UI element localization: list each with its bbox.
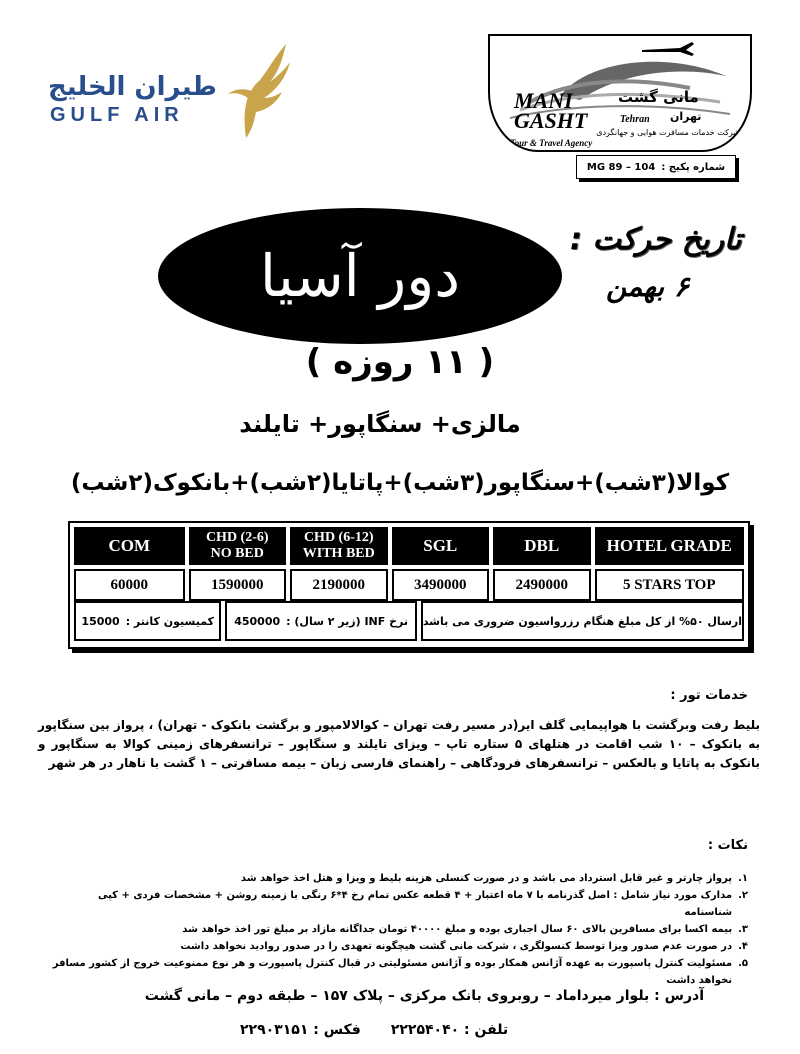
contact-numbers bbox=[240, 1022, 660, 1038]
value-chd-with-bed: 2190000 bbox=[290, 569, 388, 601]
notes-title: نکات : bbox=[707, 838, 748, 853]
package-label: شماره پکیج : bbox=[661, 161, 726, 173]
package-code: MG 89 – 104 bbox=[586, 161, 656, 173]
note-item bbox=[48, 870, 748, 887]
falcon-icon bbox=[216, 40, 290, 140]
value-sgl: 3490000 bbox=[392, 569, 490, 601]
value-com: 60000 bbox=[74, 569, 185, 601]
note-number: ۱. bbox=[738, 873, 748, 884]
notes-list bbox=[48, 870, 748, 989]
tour-title-ellipse bbox=[158, 208, 562, 344]
tour-duration: ( ۱۱ روزه ) bbox=[305, 342, 495, 382]
inf-price-value: 450000 bbox=[234, 614, 281, 628]
agency-address: آدرس : بلوار میرداماد – روبروی بانک مرکزی – پلاک ۱۵۷ – طبقه دوم – مانی گشت bbox=[144, 988, 704, 1004]
inf-price-cell bbox=[225, 601, 416, 641]
airplane-icon bbox=[640, 38, 696, 60]
note-text: پرواز چارتر و غیر قابل استرداد می باشد و در صورت کنسلی هزینه بلیط و ویزا و هتل اخذ خواهد شد bbox=[240, 873, 733, 884]
gulf-air-latin-name: GULF AIR bbox=[50, 104, 184, 126]
note-text: در صورت عدم صدور ویزا توسط کنسولگری ، شرکت مانی گشت هیچگونه تعهدی را در صدور روادید نخواهد داشت bbox=[180, 941, 733, 952]
agency-name-line2: GASHT bbox=[514, 108, 588, 133]
mani-gasht-logo bbox=[488, 34, 752, 152]
tour-title: دور آسیا bbox=[259, 242, 461, 310]
header-hotel-grade: HOTEL GRADE bbox=[595, 527, 745, 565]
departure-label: تاریخ حرکت : bbox=[570, 222, 742, 257]
services-title: خدمات تور : bbox=[670, 688, 748, 703]
header-chd-with-bed: CHD (6-12) WITH BED bbox=[290, 527, 388, 565]
price-table-header-row bbox=[74, 527, 744, 565]
agency-company-description: شرکت خدمات مسافرت هوایی و جهانگردی bbox=[596, 128, 740, 137]
fax-number: فکس : ۲۲۹۰۳۱۵۱ bbox=[240, 1022, 361, 1038]
gulf-air-arabic-name: طيران الخليج bbox=[48, 72, 217, 102]
note-item bbox=[48, 955, 748, 989]
value-dbl: 2490000 bbox=[493, 569, 591, 601]
gulf-air-logo bbox=[40, 40, 290, 140]
note-text: مدارک مورد نیاز شامل : اصل گذرنامه با ۷ ماه اعتبار + ۴ قطعه عکس تمام رخ ۴*۶ رنگی با زمینه روشن + مشخصات فردی + کپی شناسنامه bbox=[97, 890, 733, 918]
note-item bbox=[48, 938, 748, 955]
price-table-notes-row bbox=[74, 601, 744, 641]
note-text: مسئولیت کنترل پاسپورت به عهده آژانس همکار بوده و آژانس مسئولیتی در قبال کنترل پاسپورت و هر نوع ممنوعیت خروج از کشور مسافر نخواهد داشت bbox=[52, 958, 733, 986]
header-dbl: DBL bbox=[493, 527, 591, 565]
value-hotel-grade: 5 STARS TOP bbox=[595, 569, 745, 601]
agency-name-line1: MANI bbox=[514, 88, 573, 113]
note-number: ۴. bbox=[738, 941, 748, 952]
note-number: ۵. bbox=[738, 958, 748, 969]
note-item bbox=[48, 921, 748, 938]
note-number: ۲. bbox=[738, 890, 748, 901]
price-table bbox=[68, 521, 750, 649]
tour-countries: مالزی+ سنگاپور+ تایلند bbox=[239, 410, 521, 438]
value-chd-no-bed: 1590000 bbox=[189, 569, 287, 601]
agency-city-fa: تهران bbox=[670, 110, 702, 123]
price-table-value-row bbox=[74, 569, 744, 601]
inf-price-label: نرخ INF (زیر ۲ سال) : bbox=[286, 614, 409, 628]
counter-commission-value: 15000 bbox=[81, 614, 120, 628]
header-sgl: SGL bbox=[392, 527, 490, 565]
tour-itinerary: کوالا(۳شب)+سنگاپور(۳شب)+پاتایا(۲شب)+بانکوک(۲شب) bbox=[70, 470, 730, 496]
deposit-note: ارسال ۵۰% از کل مبلغ هنگام رزرواسیون ضروری می باشد bbox=[422, 614, 742, 628]
counter-commission-label: کمیسیون کانتر : bbox=[125, 614, 214, 628]
header-com: COM bbox=[74, 527, 185, 565]
note-item bbox=[48, 887, 748, 921]
header-chd-no-bed: CHD (2-6) NO BED bbox=[189, 527, 287, 565]
phone-number: تلفن : ۲۲۲۵۴۰۴۰ bbox=[390, 1022, 509, 1038]
note-number: ۳. bbox=[738, 924, 748, 935]
agency-tagline: Tour & Travel Agency bbox=[510, 138, 593, 148]
counter-commission-cell bbox=[74, 601, 221, 641]
deposit-note-cell bbox=[421, 601, 744, 641]
services-text: بلیط رفت وبرگشت با هواپیمایی گلف ایر(در مسیر رفت تهران – کوالالامپور و برگشت بانکوک - تهران) ، پرواز بین سنگاپور به بانکوک – ۱۰ شب اقامت در هتلهای ۵ ستاره تاپ – ویزای تایلند و سنگاپور – ترانسفرهای زمینی کوالا به سنگاپور و بانکوک به پاتایا و بالعکس – ترانسفرهای فرودگاهی – راهنمای فارسی زبان – بیمه مسافرتی – ۱ گشت با ناهار در هر شهر bbox=[38, 718, 761, 770]
agency-name-arabic: مانی گشت bbox=[618, 88, 699, 106]
departure-date: ۶ بهمن bbox=[606, 270, 689, 303]
note-text: بیمه اکسا برای مسافرین بالای ۶۰ سال اجباری بوده و مبلغ ۴۰۰۰۰ تومان جداگانه مازاد بر مبلغ تور اخذ خواهد شد bbox=[182, 924, 733, 935]
package-number-box bbox=[576, 155, 736, 179]
agency-city-latin: Tehran bbox=[620, 114, 650, 125]
